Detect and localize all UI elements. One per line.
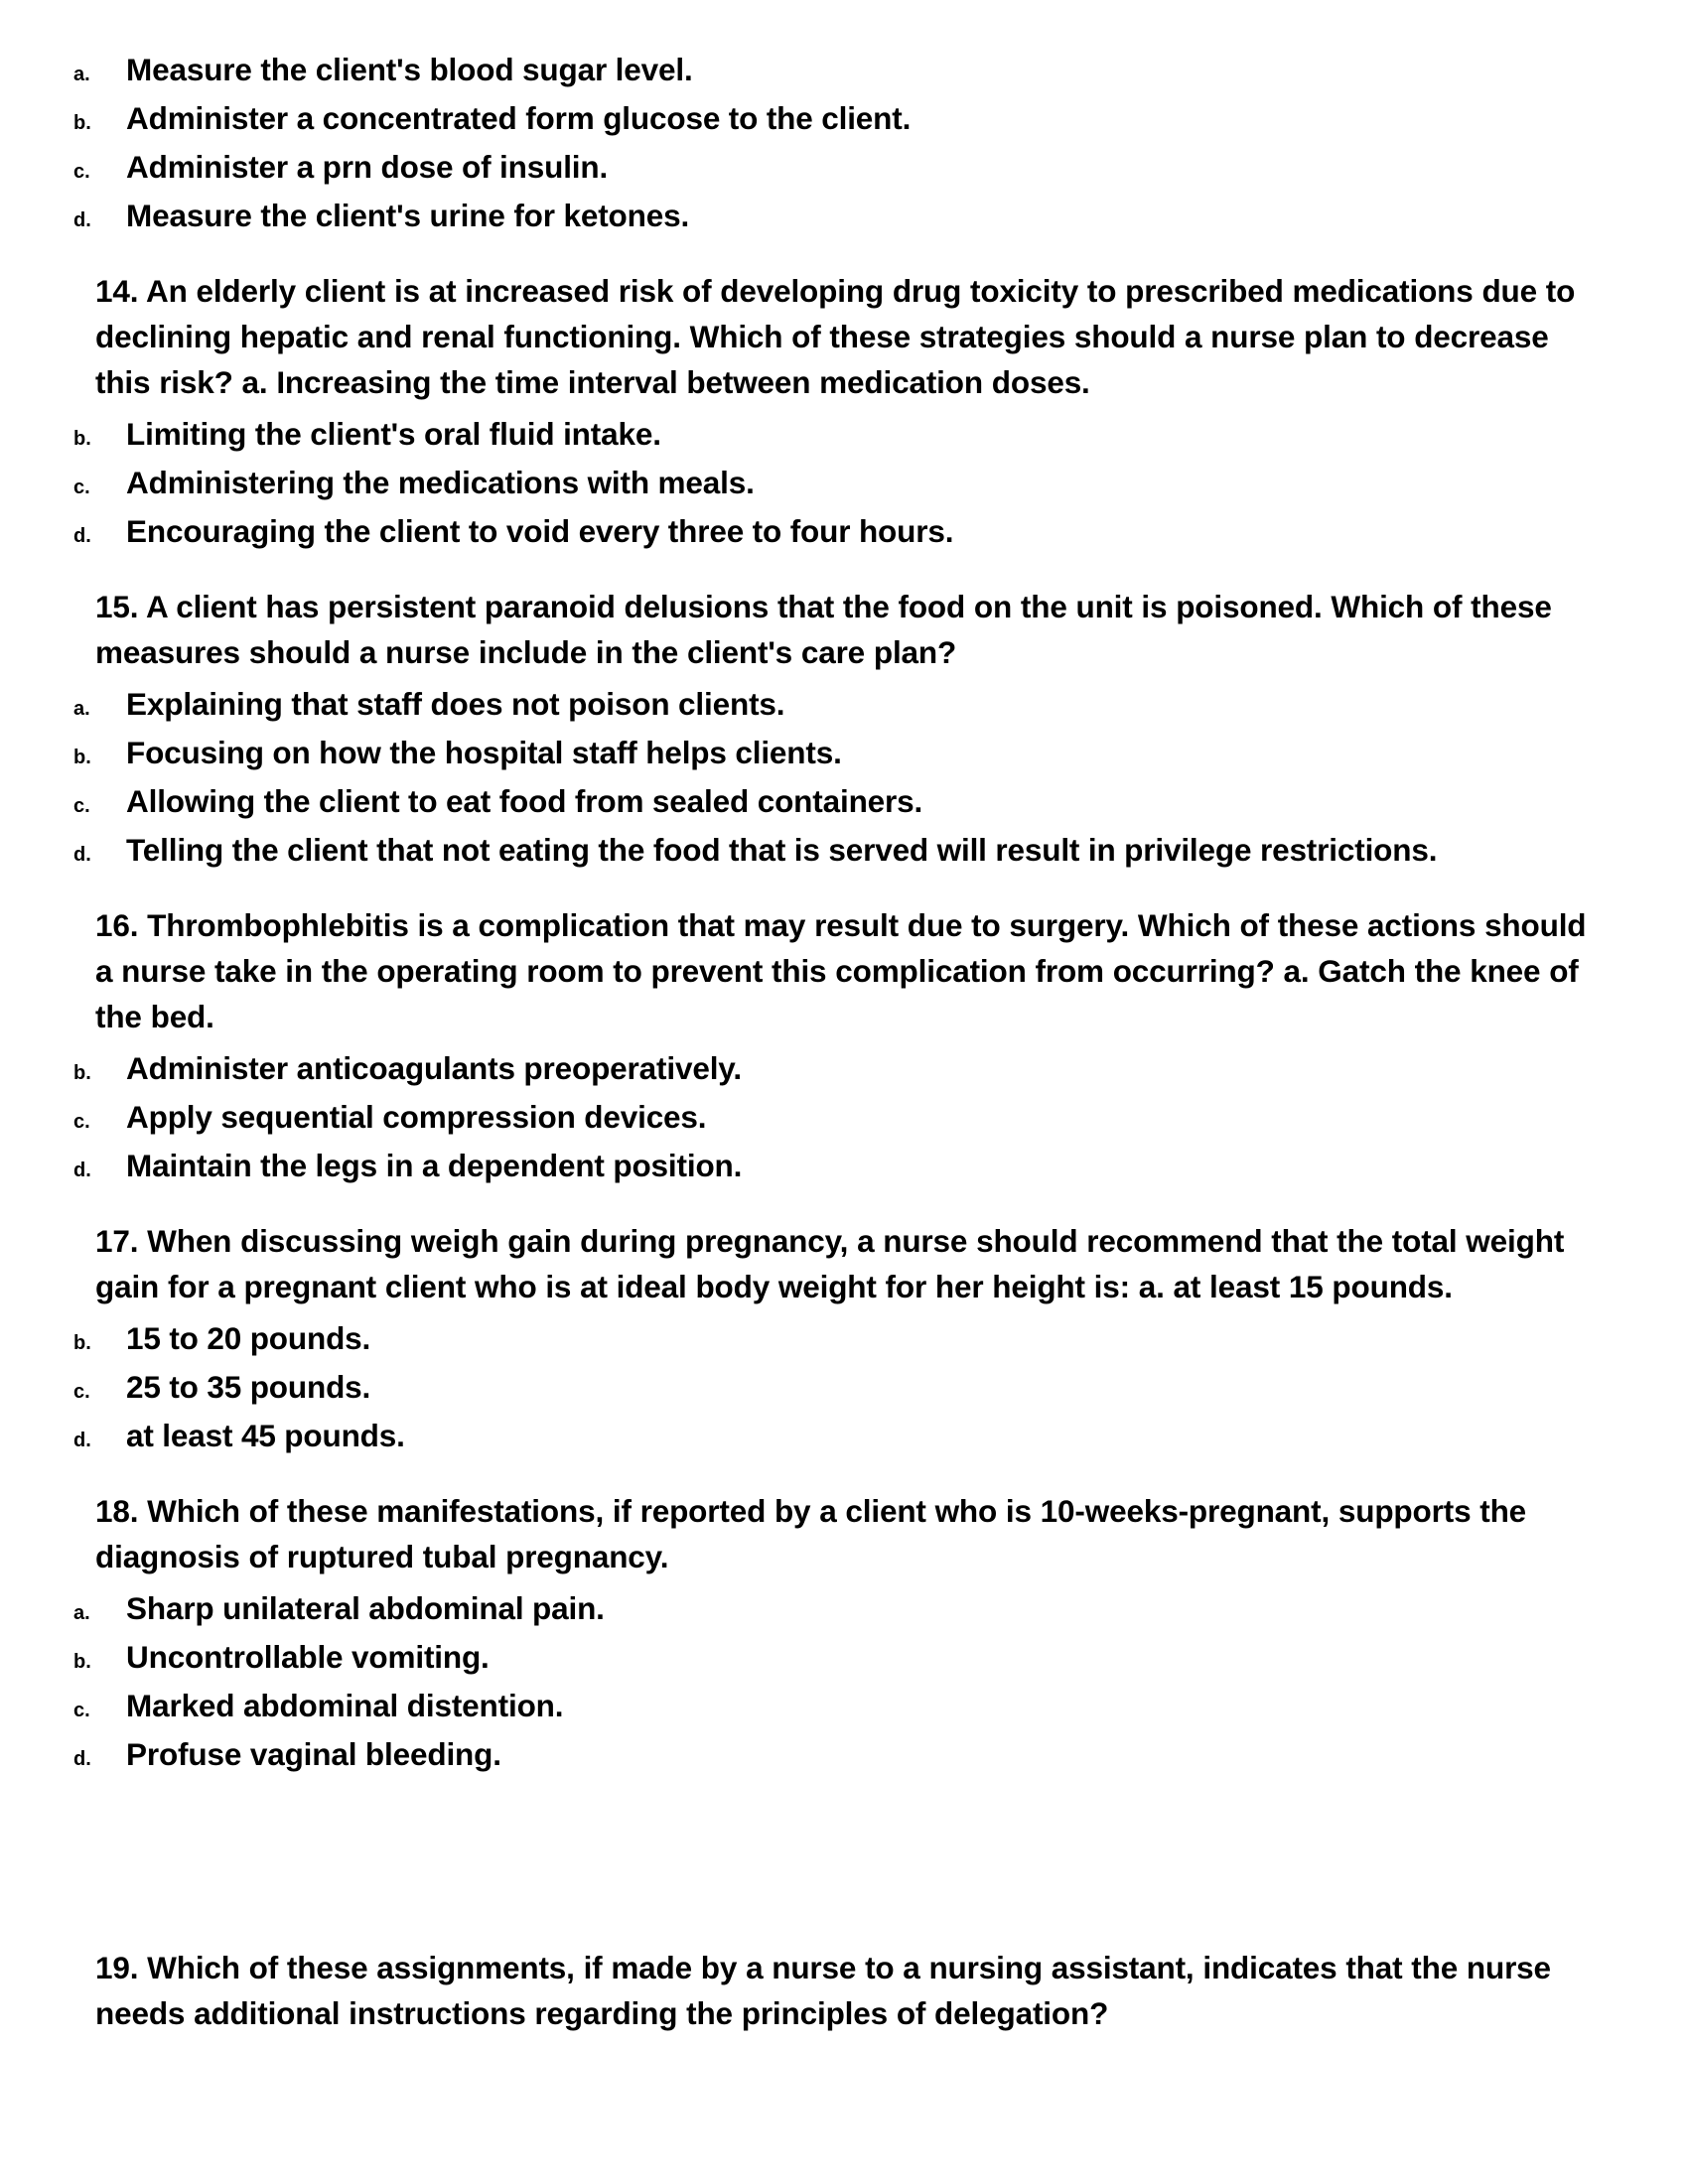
- answer-option: [73, 1732, 1595, 1778]
- option-letter: b.: [73, 1061, 91, 1084]
- option-letter: b.: [73, 427, 91, 450]
- answer-option: [73, 96, 1595, 142]
- option-letter: b.: [73, 746, 91, 768]
- option-letter: c.: [73, 160, 90, 183]
- question-stem: 14. An elderly client is at increased risk of developing drug toxicity to prescribed medications due to declining hepatic and renal functioning. Which of these strategies should a nurse plan to decrease this risk? a. Increasing the time interval between medication doses.: [95, 272, 1576, 400]
- option-text: Explaining that staff does not poison clients.: [126, 685, 785, 722]
- option-letter: a.: [73, 1601, 90, 1624]
- option-text: Telling the client that not eating the food that is served will result in privilege restrictions.: [126, 831, 1438, 868]
- answer-option: [73, 1414, 1595, 1459]
- answer-option: [73, 48, 1595, 93]
- option-text: Measure the client's blood sugar level.: [126, 52, 693, 87]
- option-text: Administer a prn dose of insulin.: [126, 148, 609, 185]
- option-text: Encouraging the client to void every three to four hours.: [126, 512, 954, 549]
- option-letter: c.: [73, 476, 90, 498]
- option-text: Administer anticoagulants preoperatively.: [126, 1049, 742, 1086]
- option-text: Maintain the legs in a dependent position.: [126, 1147, 743, 1183]
- answer-option: [73, 1046, 1595, 1092]
- option-letter: c.: [73, 1110, 90, 1133]
- answer-option: [73, 412, 1595, 458]
- option-text: Apply sequential compression devices.: [126, 1098, 707, 1135]
- option-text: Allowing the client to eat food from sealed containers.: [126, 782, 923, 819]
- section-spacer: [95, 1799, 1595, 1946]
- option-text: Measure the client's urine for ketones.: [126, 197, 690, 233]
- option-text: at least 45 pounds.: [126, 1417, 405, 1453]
- option-letter: b.: [73, 1331, 91, 1354]
- option-letter: d.: [73, 843, 91, 866]
- option-letter: d.: [73, 1159, 91, 1181]
- question-block-15: [73, 585, 1595, 874]
- option-letter: a.: [73, 697, 90, 720]
- option-letter: c.: [73, 1699, 90, 1721]
- answer-option: [73, 682, 1595, 728]
- option-letter: c.: [73, 794, 90, 817]
- question-stem: 19. Which of these assignments, if made by a nurse to a nursing assistant, indicates that the nurse needs additional instructions regarding the principles of delegation?: [95, 1950, 1551, 2032]
- answer-option: [73, 731, 1595, 776]
- option-text: 25 to 35 pounds.: [126, 1368, 371, 1405]
- option-text: Focusing on how the hospital staff helps clients.: [126, 734, 842, 770]
- answer-option: [73, 779, 1595, 825]
- answer-option: [73, 461, 1595, 506]
- option-letter: b.: [73, 111, 91, 134]
- answer-option: [73, 1144, 1595, 1189]
- question-block-19: [95, 1946, 1595, 2037]
- option-letter: d.: [73, 524, 91, 547]
- answer-option: [73, 509, 1595, 555]
- document-content: [73, 48, 1595, 2037]
- option-text: Uncontrollable vomiting.: [126, 1638, 490, 1675]
- question-stem: 16. Thrombophlebitis is a complication that may result due to surgery. Which of these actions should a nurse take in the operating room to prevent this complication from occurring? a. Gatch the knee of the bed.: [95, 906, 1587, 1034]
- answer-option: [73, 194, 1595, 239]
- question-block-14: [73, 269, 1595, 555]
- option-letter: b.: [73, 1650, 91, 1673]
- option-text: Profuse vaginal bleeding.: [126, 1735, 501, 1772]
- option-text: Administering the medications with meals.: [126, 464, 755, 500]
- answer-option: [73, 1586, 1595, 1632]
- answer-option: [73, 1095, 1595, 1141]
- question-block-17: [73, 1219, 1595, 1459]
- question-stem: 18. Which of these manifestations, if reported by a client who is 10-weeks-pregnant, supports the diagnosis of ruptured tubal pregnancy.: [95, 1492, 1527, 1574]
- question-stem: 17. When discussing weigh gain during pregnancy, a nurse should recommend that the total weight gain for a pregnant client who is at ideal body weight for her height is: a. at least 15 pounds.: [95, 1222, 1565, 1304]
- option-letter: d.: [73, 1747, 91, 1770]
- question-stem: 15. A client has persistent paranoid delusions that the food on the unit is poisoned. Which of these measures should a nurse include in the client's care plan?: [95, 588, 1552, 670]
- answer-option: [73, 1365, 1595, 1411]
- answer-option: [73, 828, 1595, 874]
- answer-option: [73, 1684, 1595, 1729]
- option-letter: d.: [73, 208, 91, 231]
- option-text: Sharp unilateral abdominal pain.: [126, 1589, 605, 1626]
- answer-options-group: [73, 48, 1595, 239]
- answer-option: [73, 1316, 1595, 1362]
- option-text: Marked abdominal distention.: [126, 1687, 564, 1723]
- question-block-18: [73, 1489, 1595, 1778]
- option-letter: a.: [73, 64, 90, 85]
- question-block-16: [73, 903, 1595, 1189]
- answer-option: [73, 145, 1595, 191]
- option-text: Limiting the client's oral fluid intake.: [126, 415, 661, 452]
- answer-option: [73, 1635, 1595, 1681]
- option-letter: c.: [73, 1380, 90, 1403]
- option-letter: d.: [73, 1429, 91, 1451]
- option-text: Administer a concentrated form glucose to the client.: [126, 99, 912, 136]
- option-text: 15 to 20 pounds.: [126, 1319, 371, 1356]
